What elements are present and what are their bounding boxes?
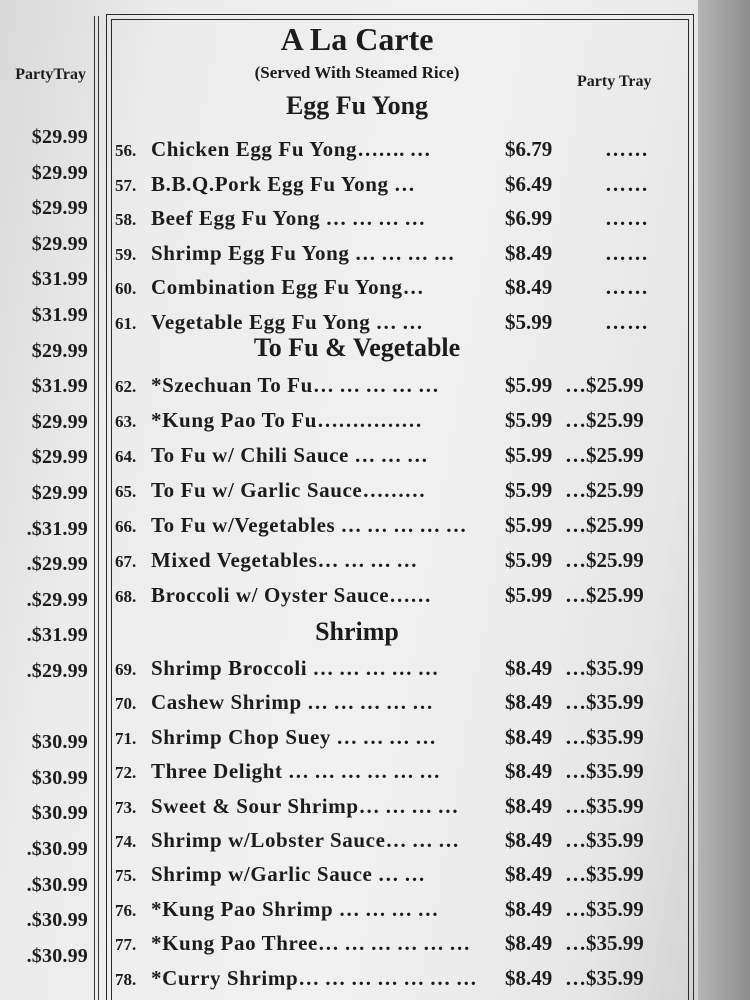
item-name: Shrimp Egg Fu Yong	[151, 240, 350, 265]
item-leader-dots: … … … …	[317, 548, 418, 572]
left-price: .$31.99	[26, 517, 88, 540]
item-name: Shrimp Broccoli	[151, 656, 308, 680]
menu-item	[115, 443, 675, 471]
menu-item	[115, 794, 675, 822]
item-leader-dots: … … … …	[331, 724, 436, 749]
menu-item	[115, 172, 675, 200]
menu-item	[115, 828, 675, 856]
left-price: $29.99	[31, 126, 88, 148]
left-price: .$29.99	[26, 588, 88, 611]
item-price: $8.49	[505, 828, 553, 852]
item-number: 66.	[115, 517, 137, 536]
left-price: $31.99	[31, 375, 88, 398]
item-price: $5.99	[505, 478, 553, 502]
item-leader-dots: ………	[362, 478, 426, 502]
item-price: $8.49	[505, 862, 553, 887]
item-number: 76.	[115, 900, 137, 920]
item-price: $8.49	[505, 656, 553, 680]
item-price: $5.99	[505, 408, 553, 432]
left-price: $31.99	[31, 304, 88, 326]
item-price: $5.99	[505, 373, 553, 397]
left-price: $29.99	[31, 232, 88, 255]
item-leader-dots: … …	[370, 309, 423, 334]
menu-item	[115, 241, 675, 269]
menu-item	[115, 690, 675, 718]
menu-item	[115, 759, 675, 787]
left-price: $31.99	[31, 268, 88, 291]
menu-item	[115, 373, 675, 401]
item-party-tray-price: …$35.99	[565, 656, 644, 680]
item-party-tray-price: …$25.99	[565, 443, 644, 467]
item-number: 56.	[115, 141, 137, 160]
item-number: 61.	[115, 313, 137, 333]
item-party-tray-price: …$25.99	[565, 513, 644, 537]
item-party-tray-price: ……	[605, 206, 649, 230]
item-price: $5.99	[505, 548, 553, 572]
left-price: $29.99	[31, 197, 88, 220]
item-leader-dots: … … … … … …	[282, 759, 441, 784]
item-name: *Kung Pao Three	[151, 931, 318, 956]
item-leader-dots: … … … … …	[307, 656, 439, 680]
item-leader-dots: … … … … …	[312, 373, 439, 397]
menu-item	[115, 897, 675, 925]
item-party-tray-price: ……	[605, 171, 649, 196]
item-party-tray-price: ……	[605, 137, 649, 161]
item-leader-dots: … … … … …	[301, 690, 433, 715]
left-price: .$30.99	[26, 838, 88, 860]
section-title-egg-fu-yong: Egg Fu Yong	[285, 91, 429, 120]
item-party-tray-price: ……	[605, 240, 649, 265]
item-party-tray-price: …$25.99	[565, 478, 644, 502]
item-name: *Szechuan To Fu	[151, 373, 313, 397]
background-shadow	[698, 0, 750, 1000]
item-party-tray-price: …$35.99	[565, 724, 644, 749]
left-price: .$29.99	[26, 553, 88, 576]
item-number: 68.	[115, 587, 137, 606]
left-price: $29.99	[31, 446, 88, 469]
item-leader-dots: … … … … …	[335, 513, 467, 537]
item-name: Broccoli w/ Oyster Sauce	[151, 583, 390, 607]
item-name: Shrimp w/Lobster Sauce	[151, 828, 386, 852]
item-price: $8.49	[505, 965, 553, 990]
item-number: 70.	[115, 694, 137, 714]
menu-item	[115, 656, 675, 684]
left-price: .$29.99	[26, 660, 88, 682]
item-party-tray-price: …$25.99	[565, 583, 644, 607]
item-price: $8.49	[505, 240, 553, 265]
item-name: Sweet & Sour Shrimp	[151, 793, 359, 818]
item-leader-dots: … … … …	[358, 793, 459, 818]
item-number: 73.	[115, 797, 137, 817]
item-party-tray-price: …$25.99	[565, 548, 644, 572]
item-leader-dots: ……	[389, 583, 432, 607]
menu-item	[115, 408, 675, 436]
item-leader-dots: ……. …	[357, 137, 431, 161]
item-price: $8.49	[505, 690, 553, 715]
left-price: $29.99	[31, 482, 88, 504]
left-price: .$30.99	[26, 873, 88, 896]
item-number: 64.	[115, 447, 137, 466]
item-price: $6.49	[505, 171, 553, 196]
item-price: $8.49	[505, 275, 553, 299]
item-number: 78.	[115, 969, 137, 989]
item-name: *Curry Shrimp	[151, 965, 299, 990]
item-leader-dots: … … … … … …	[317, 931, 471, 956]
left-price: $30.99	[31, 766, 88, 789]
left-price: $29.99	[31, 161, 88, 184]
item-name: Beef Egg Fu Yong	[151, 206, 321, 230]
a-la-carte-box	[106, 14, 694, 1000]
item-party-tray-price: …$35.99	[565, 965, 644, 990]
item-party-tray-price: …$25.99	[565, 373, 644, 397]
item-name: To Fu w/ Garlic Sauce	[151, 478, 363, 502]
party-tray-header: Party Tray	[577, 73, 652, 90]
item-name: Three Delight	[151, 759, 283, 784]
item-leader-dots: … … …	[348, 443, 428, 467]
item-name: To Fu w/Vegetables	[151, 513, 336, 537]
item-number: 65.	[115, 482, 137, 501]
item-leader-dots: …	[388, 171, 415, 196]
item-party-tray-price: …$35.99	[565, 793, 644, 818]
menu-item	[115, 966, 675, 994]
item-price: $8.49	[505, 931, 553, 956]
left-party-tray-header: PartyTray	[15, 66, 86, 83]
menu-item	[115, 725, 675, 753]
item-party-tray-price: …$35.99	[565, 896, 644, 921]
section-title-tofu-vegetable: To Fu & Vegetable	[253, 333, 461, 362]
left-price: .$30.99	[26, 909, 88, 932]
item-number: 67.	[115, 552, 137, 571]
item-name: B.B.Q.Pork Egg Fu Yong	[151, 171, 389, 196]
section-title-shrimp: Shrimp	[315, 617, 399, 646]
item-name: *Kung Pao To Fu	[151, 408, 317, 432]
item-party-tray-price: …$35.99	[565, 828, 644, 852]
menu-item	[115, 478, 675, 506]
menu-item	[115, 513, 675, 541]
menu-item	[115, 137, 675, 165]
item-number: 74.	[115, 832, 137, 851]
left-menu-column	[0, 16, 99, 1000]
item-number: 60.	[115, 279, 137, 298]
item-price: $6.79	[505, 137, 553, 161]
item-number: 62.	[115, 377, 137, 396]
item-price: $5.99	[505, 513, 553, 537]
item-name: Vegetable Egg Fu Yong	[151, 309, 371, 334]
menu-item	[115, 862, 675, 890]
item-name: Shrimp Chop Suey	[151, 724, 331, 749]
item-number: 75.	[115, 866, 137, 886]
menu-item	[115, 548, 675, 576]
left-price: $30.99	[31, 731, 88, 754]
item-leader-dots: ……………	[316, 408, 422, 432]
item-number: 77.	[115, 935, 137, 955]
item-leader-dots: … … … …	[320, 206, 426, 230]
item-price: $6.99	[505, 206, 553, 230]
item-price: $5.99	[505, 443, 553, 467]
item-party-tray-price: ……	[605, 275, 649, 299]
item-name: *Kung Pao Shrimp	[151, 896, 334, 921]
left-price: $29.99	[31, 410, 88, 433]
item-name: Shrimp w/Garlic Sauce	[151, 862, 373, 887]
menu-title: A La Carte	[280, 21, 434, 57]
item-leader-dots: … …	[372, 862, 425, 887]
item-price: $8.49	[505, 759, 553, 784]
item-party-tray-price: …$35.99	[565, 759, 644, 784]
item-number: 63.	[115, 412, 137, 431]
left-price: .$30.99	[26, 944, 88, 967]
item-party-tray-price: …$25.99	[565, 408, 644, 432]
item-number: 71.	[115, 728, 137, 748]
left-price: $30.99	[31, 802, 88, 825]
item-party-tray-price: ……	[605, 309, 649, 334]
item-name: Combination Egg Fu Yong	[151, 275, 403, 299]
item-name: Chicken Egg Fu Yong	[151, 137, 358, 161]
menu-item	[115, 583, 675, 611]
item-leader-dots: …	[402, 275, 424, 299]
item-name: Cashew Shrimp	[151, 690, 302, 715]
item-party-tray-price: …$35.99	[565, 931, 644, 956]
item-number: 58.	[115, 210, 137, 229]
left-price: $29.99	[31, 339, 88, 362]
item-price: $8.49	[505, 793, 553, 818]
menu-item	[115, 931, 675, 959]
menu-item	[115, 310, 675, 338]
item-leader-dots: … … … … … … …	[298, 965, 477, 990]
item-price: $5.99	[505, 309, 553, 334]
menu-subtitle: (Served With Steamed Rice)	[254, 63, 460, 82]
item-number: 59.	[115, 244, 137, 264]
menu-item	[115, 206, 675, 234]
item-leader-dots: … … … …	[349, 240, 455, 265]
item-party-tray-price: …$35.99	[565, 862, 644, 887]
menu-item	[115, 275, 675, 303]
item-number: 72.	[115, 763, 137, 783]
item-name: Mixed Vegetables	[151, 548, 318, 572]
item-leader-dots: … … … …	[333, 896, 439, 921]
item-party-tray-price: …$35.99	[565, 690, 644, 715]
item-number: 57.	[115, 175, 137, 195]
item-leader-dots: … … …	[385, 828, 459, 852]
item-price: $5.99	[505, 583, 553, 607]
item-name: To Fu w/ Chili Sauce	[151, 443, 349, 467]
item-price: $8.49	[505, 724, 553, 749]
item-price: $8.49	[505, 896, 553, 921]
left-price: .$31.99	[26, 624, 88, 647]
item-number: 69.	[115, 660, 137, 679]
